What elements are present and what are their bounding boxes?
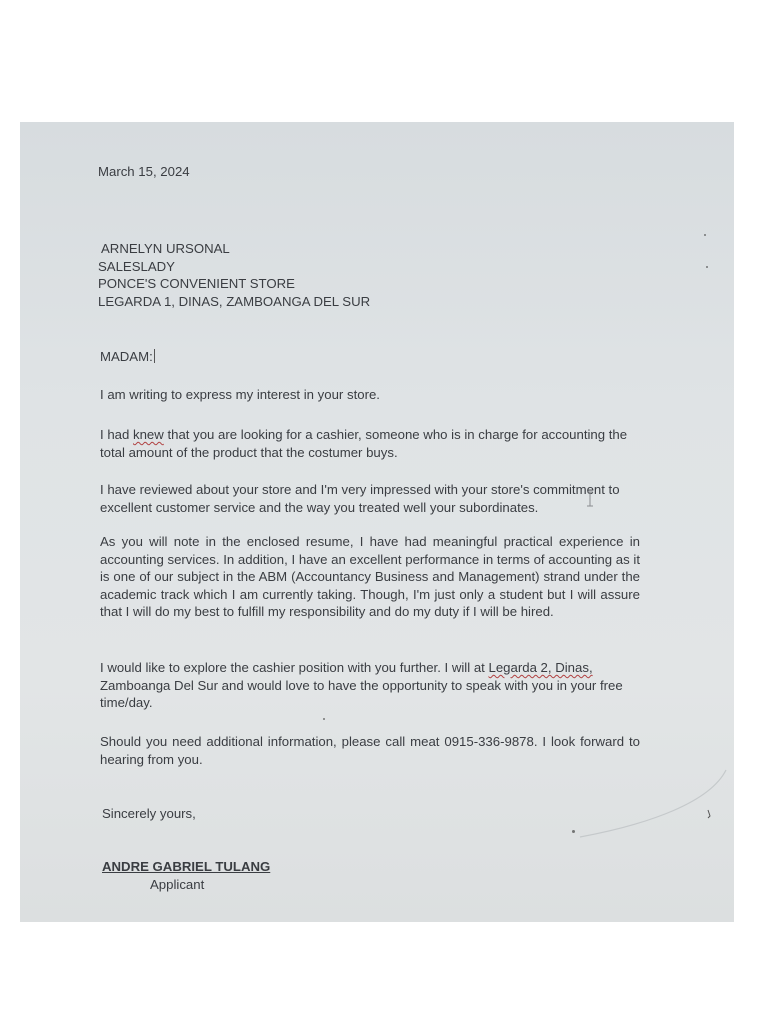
- paragraph-explore: [100, 659, 640, 712]
- spellcheck-location: Legarda 2, Dinas,: [488, 660, 593, 675]
- letter-date: March 15, 2024: [98, 164, 190, 179]
- signer-name: ANDRE GABRIEL TULANG: [102, 859, 271, 874]
- recipient-address: LEGARDA 1, DINAS, ZAMBOANGA DEL SUR: [98, 293, 371, 309]
- letter-photo: [20, 122, 734, 922]
- paragraph-explore-end: Zamboanga Del Sur and would love to have the opportunity to speak with you in your free time/day.: [100, 677, 623, 711]
- paragraph-impression: I have reviewed about your store and I'm very impressed with your store's commitment to excellent customer service and the way you treated well your subordinates.: [100, 482, 620, 515]
- dust-speck: [706, 266, 708, 268]
- closing: Sincerely yours,: [102, 806, 196, 821]
- paragraph-contact: Should you need additional information, please call meat 0915-336-9878. I look forward to hearing from you.: [100, 734, 640, 767]
- salutation: [100, 348, 155, 366]
- dust-speck: [704, 234, 706, 236]
- paragraph-position-end: that you are looking for a cashier, someone who is in charge for accounting the total amount of the product that the costumer buys.: [100, 427, 628, 460]
- dust-speck: [323, 718, 325, 720]
- spellcheck-word-knew: knew: [133, 427, 164, 442]
- paragraph-position-start: I had: [100, 427, 133, 442]
- paragraph-experience: As you will note in the enclosed resume, I have had meaningful practical experience in accounting services. In addition, I have an excellent performance in terms of accounting as it is one of our subject in the ABM (Accountancy Business and Management) strand under the academic track which I am currently taking. Though, I'm just only a student but I will assure that I will do my best to fulfill my responsibility and do my duty if I will be hired.: [100, 534, 640, 620]
- recipient-block: [98, 240, 370, 310]
- recipient-company: PONCE'S CONVENIENT STORE: [98, 276, 295, 292]
- paragraph-explore-start: I would like to explore the cashier position with you further. I will at: [100, 660, 489, 675]
- paper-crease: [540, 762, 730, 842]
- text-cursor: [154, 349, 155, 363]
- recipient-name: ARNELYN URSONAL: [101, 241, 230, 256]
- paragraph-position: [100, 426, 640, 461]
- paragraph-intro: I am writing to express my interest in your store.: [100, 387, 380, 402]
- recipient-title: SALESLADY: [98, 258, 175, 274]
- salutation-text: MADAM:: [100, 349, 153, 364]
- signer-role: Applicant: [150, 877, 205, 892]
- ibeam-cursor-icon: [586, 491, 594, 507]
